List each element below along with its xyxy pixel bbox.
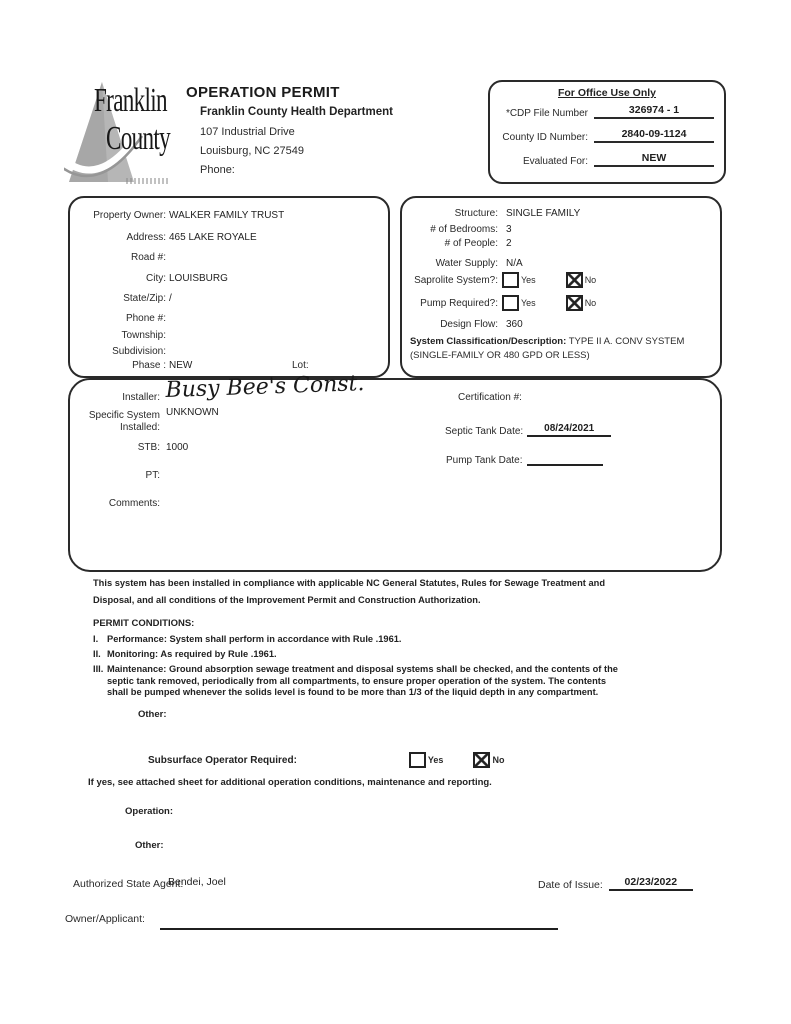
permit-conditions-title: PERMIT CONDITIONS: xyxy=(93,618,195,629)
bedrooms-label: # of Bedrooms: xyxy=(430,224,498,235)
evaluated-for-value: NEW xyxy=(594,152,714,167)
saprolite-row xyxy=(402,272,596,288)
septic-tank-date-row xyxy=(445,423,611,437)
office-use-title: For Office Use Only xyxy=(557,87,657,99)
pump-no-label: No xyxy=(584,298,597,308)
design-flow-label: Design Flow: xyxy=(440,319,498,330)
date-of-issue-label: Date of Issue: xyxy=(538,879,603,891)
water-supply-label: Water Supply: xyxy=(435,258,498,269)
county-id-label: County ID Number: xyxy=(502,132,588,143)
design-flow-value: 360 xyxy=(506,319,523,330)
pump-required-label: Pump Required?: xyxy=(420,297,498,309)
phase-label: Phase : xyxy=(132,360,166,371)
operator-no-checkbox xyxy=(473,752,490,768)
condition-3-numeral: III. xyxy=(93,664,104,674)
property-owner-value: WALKER FAMILY TRUST xyxy=(169,210,285,221)
owner-applicant-label: Owner/Applicant: xyxy=(65,913,145,925)
city-label: City: xyxy=(146,273,166,284)
cdp-file-label: *CDP File Number xyxy=(505,108,588,119)
office-use-box xyxy=(488,80,726,184)
evaluated-for-row xyxy=(496,152,714,167)
cdp-file-row xyxy=(496,104,714,119)
date-of-issue-row xyxy=(538,876,693,891)
people-value: 2 xyxy=(506,238,512,249)
structure-box xyxy=(400,196,722,378)
septic-tank-date-label: Septic Tank Date: xyxy=(445,426,524,437)
bedrooms-value: 3 xyxy=(506,224,512,235)
operator-yes-checkbox xyxy=(409,752,426,768)
road-row xyxy=(78,252,169,263)
condition-3-text: Maintenance: Ground absorption sewage treatment and disposal systems shall be checked, and the contents of the septic tank removed, periodically from all compartments, to ensure proper operation of the system. The contents shall be pumped whenever the solids level is found to be more than 1/3 of the liquid depth in any compartment. xyxy=(107,664,618,697)
pump-tank-date-value xyxy=(527,463,603,466)
classification-note: (SINGLE-FAMILY OR 480 GPD OR LESS) xyxy=(410,350,590,361)
people-row xyxy=(402,238,512,249)
saprolite-yes-label: Yes xyxy=(521,275,536,285)
city-value: LOUISBURG xyxy=(169,273,228,284)
saprolite-no-label: No xyxy=(584,275,597,285)
evaluated-for-label: Evaluated For: xyxy=(522,156,588,167)
address-label: Address: xyxy=(126,232,166,243)
cdp-file-value: 326974 - 1 xyxy=(594,104,714,119)
state-zip-value: / xyxy=(169,293,172,304)
road-label: Road #: xyxy=(130,252,166,263)
bedrooms-row xyxy=(402,224,512,235)
classification-value: TYPE II A. CONV SYSTEM xyxy=(568,336,685,347)
department-city-state: Louisburg, NC 27549 xyxy=(200,145,304,157)
structure-label: Structure: xyxy=(454,208,498,219)
subdivision-label: Subdivision: xyxy=(112,346,166,357)
city-row xyxy=(78,273,228,284)
state-zip-row xyxy=(78,293,172,304)
septic-tank-date-value: 08/24/2021 xyxy=(527,423,611,437)
pump-tank-date-row xyxy=(446,455,603,466)
pump-tank-date-label: Pump Tank Date: xyxy=(446,455,523,466)
date-of-issue-value: 02/23/2022 xyxy=(609,876,693,891)
conditions-other-label: Other: xyxy=(138,709,167,720)
logo-tagline-smudge xyxy=(126,178,168,184)
installer-label: Installer: xyxy=(122,392,160,403)
address-row xyxy=(78,232,257,243)
pump-no-checkbox xyxy=(566,295,583,311)
condition-monitoring xyxy=(93,649,621,661)
operator-no-label: No xyxy=(492,755,505,765)
stb-value: 1000 xyxy=(166,442,189,453)
county-id-row xyxy=(496,128,714,143)
owner-phone-label: Phone #: xyxy=(125,313,166,324)
property-owner-box xyxy=(68,196,390,378)
water-supply-value: N/A xyxy=(506,258,523,269)
classification-label: System Classification/Description: xyxy=(410,336,567,347)
classification-row xyxy=(410,336,684,347)
lot-label: Lot: xyxy=(292,360,309,371)
property-owner-label: Property Owner: xyxy=(93,210,166,221)
subsurface-operator-label: Subsurface Operator Required: xyxy=(148,754,297,766)
specific-system-value: UNKNOWN xyxy=(166,407,219,418)
condition-maintenance xyxy=(93,664,621,699)
design-flow-row xyxy=(402,319,523,330)
operator-yes-label: Yes xyxy=(427,755,444,765)
township-row xyxy=(78,330,169,341)
township-label: Township: xyxy=(121,330,166,341)
people-label: # of People: xyxy=(444,238,498,249)
operator-other-label: Other: xyxy=(135,840,164,851)
state-zip-label: State/Zip: xyxy=(123,293,166,304)
department-name: Franklin County Health Department xyxy=(200,106,393,118)
certification-label: Certification #: xyxy=(458,392,522,403)
specific-system-label: Specific System Installed: xyxy=(88,410,160,433)
water-supply-row xyxy=(402,258,523,269)
if-yes-note: If yes, see attached sheet for additional operation conditions, maintenance and reporting. xyxy=(88,777,492,788)
saprolite-no-checkbox xyxy=(566,272,583,288)
stb-label: STB: xyxy=(137,442,160,453)
authorized-agent-value: Bendei, Joel xyxy=(168,876,226,888)
saprolite-yes-checkbox xyxy=(502,272,519,288)
installer-handwritten-value: Busy Bee's Const. xyxy=(165,371,365,403)
phase-value: NEW xyxy=(169,360,193,371)
condition-1-text: Performance: System shall perform in accordance with Rule .1961. xyxy=(107,634,402,644)
owner-applicant-signature-line xyxy=(160,911,558,930)
structure-row xyxy=(402,208,580,219)
subdivision-row xyxy=(78,346,169,357)
property-owner-row xyxy=(78,210,284,221)
operation-label: Operation: xyxy=(125,806,174,817)
address-value: 465 LAKE ROYALE xyxy=(169,232,257,243)
compliance-statement: This system has been installed in compliance with applicable NC General Statutes, Rules for Sewage Treatment and Disposal, and all conditions of the Improvement Permit and Construction Authorization. xyxy=(93,578,605,605)
structure-value: SINGLE FAMILY xyxy=(506,208,581,219)
pump-required-row xyxy=(402,295,596,311)
condition-2-numeral: II. xyxy=(93,649,101,659)
county-id-value: 2840-09-1124 xyxy=(594,128,714,143)
authorized-agent-label: Authorized State Agent: xyxy=(73,878,184,890)
condition-2-text: Monitoring: As required by Rule .1961. xyxy=(107,649,277,659)
phone-label: Phone: xyxy=(200,164,235,176)
logo-text-line2: County xyxy=(106,120,171,157)
department-street: 107 Industrial Drive xyxy=(200,126,295,138)
subsurface-operator-row xyxy=(148,752,504,768)
franklin-county-logo xyxy=(64,80,194,192)
pump-yes-label: Yes xyxy=(521,298,536,308)
pt-label: PT: xyxy=(145,470,160,481)
condition-performance xyxy=(93,634,621,646)
phase-row xyxy=(78,360,192,371)
pump-yes-checkbox xyxy=(502,295,519,311)
logo-text-line1: Franklin xyxy=(94,82,167,119)
saprolite-label: Saprolite System?: xyxy=(414,274,498,286)
page-title: OPERATION PERMIT xyxy=(186,84,340,101)
condition-1-numeral: I. xyxy=(93,634,99,644)
installer-box xyxy=(68,371,722,572)
comments-label: Comments: xyxy=(108,498,160,509)
phone-row xyxy=(78,313,169,324)
